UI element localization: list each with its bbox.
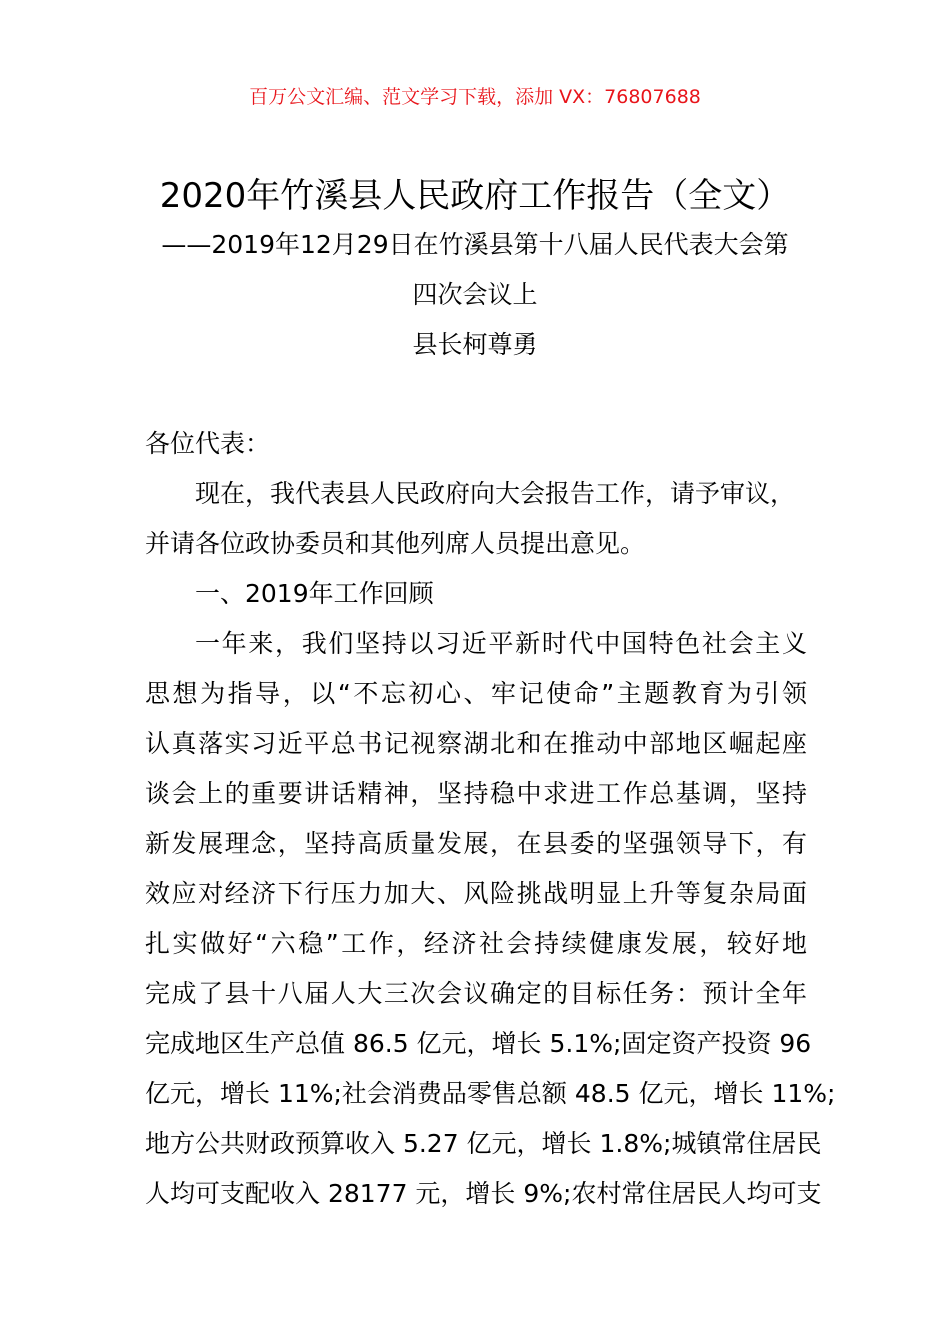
- paragraph-line: 完成了县十八届人大三次会议确定的目标任务：预计全年: [145, 979, 807, 1008]
- section-heading: 一、2019年工作回顾: [195, 579, 434, 608]
- paragraph-line: 亿元，增长 11%;社会消费品零售总额 48.5 亿元，增长 11%;: [145, 1079, 836, 1108]
- paragraph-line: 地方公共财政预算收入 5.27 亿元，增长 1.8%;城镇常住居民: [145, 1129, 822, 1158]
- document-title: 2020年竹溪县人民政府工作报告（全文）: [159, 176, 791, 216]
- paragraph-line: 人均可支配收入 28177 元，增长 9%;农村常住居民人均可支: [145, 1179, 822, 1208]
- paragraph-line: 谈会上的重要讲话精神，坚持稳中求进工作总基调，坚持: [145, 779, 807, 808]
- paragraph-line: 认真落实习近平总书记视察湖北和在推动中部地区崛起座: [145, 729, 807, 758]
- paragraph-line: 思想为指导，以“不忘初心、牢记使命”主题教育为引领: [145, 679, 807, 708]
- paragraph-line: 新发展理念，坚持高质量发展，在县委的坚强领导下，有: [145, 829, 807, 858]
- paragraph-line: 完成地区生产总值 86.5 亿元，增长 5.1%;固定资产投资 96: [145, 1029, 812, 1058]
- salutation: 各位代表：: [145, 429, 271, 458]
- paragraph-line: 现在，我代表县人民政府向大会报告工作，请予审议，: [195, 479, 796, 508]
- paragraph-line: 扎实做好“六稳”工作，经济社会持续健康发展，较好地: [145, 929, 807, 958]
- subtitle-line-2: 四次会议上: [412, 280, 538, 309]
- paragraph-line: 一年来，我们坚持以习近平新时代中国特色社会主义: [195, 629, 807, 658]
- subtitle-line-1: ——2019年12月29日在竹溪县第十八届人民代表大会第: [161, 230, 789, 259]
- document-body: [145, 426, 836, 1226]
- subtitle-author: 县长柯尊勇: [412, 330, 538, 359]
- paragraph-line: 效应对经济下行压力加大、风险挑战明显上升等复杂局面: [145, 879, 807, 908]
- paragraph-line: 并请各位政协委员和其他列席人员提出意见。: [145, 529, 646, 558]
- watermark-banner: 百万公文汇编、范文学习下载，添加 VX：76807688: [249, 86, 701, 108]
